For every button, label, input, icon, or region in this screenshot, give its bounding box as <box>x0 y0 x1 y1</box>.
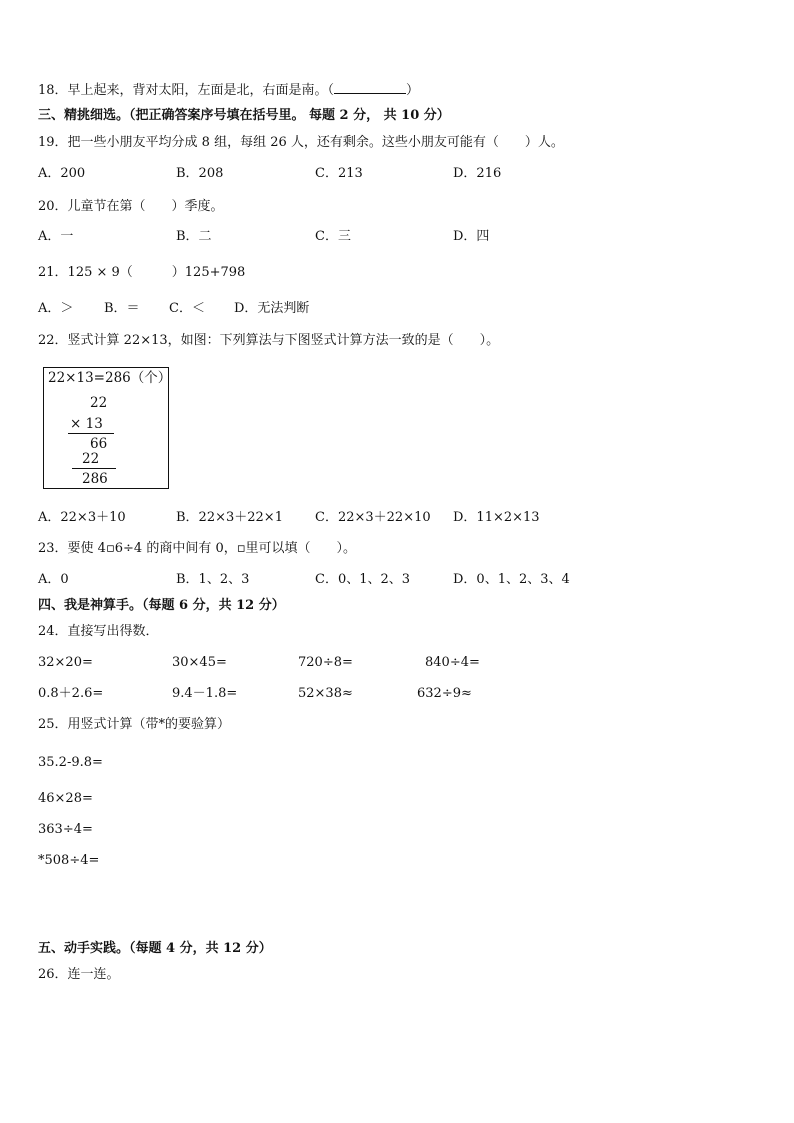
calc-item: 35.2-9.8= <box>38 755 103 770</box>
figure-result: 286 <box>82 471 108 487</box>
vertical-calculation-figure <box>43 367 172 489</box>
figure-partial-1: 66 <box>90 436 108 452</box>
option-c[interactable]: C．22×3＋22×10 <box>315 510 431 525</box>
option-c[interactable]: C．＜ <box>169 301 205 316</box>
option-a[interactable]: A．200 <box>38 166 86 181</box>
option-a[interactable]: A．0 <box>38 572 69 587</box>
option-d[interactable]: D．无法判断 <box>234 301 310 316</box>
option-d[interactable]: D．11×2×13 <box>453 510 540 525</box>
figure-partial-2: 22 <box>82 451 100 467</box>
option-b[interactable]: B．22×3＋22×1 <box>176 510 283 525</box>
answer-blank[interactable] <box>334 81 406 94</box>
figure-multiplier: × 13 <box>70 416 103 432</box>
calc-item: 632÷9≈ <box>417 686 472 701</box>
option-a[interactable]: A．一 <box>38 229 74 244</box>
section-3-heading: 三、精挑细选。（把正确答案序号填在括号里。 每题 2 分， 共 10 分） <box>38 108 450 123</box>
question-22-text: 22．竖式计算 22×13，如图：下列算法与下图竖式计算方法一致的是（ ）。 <box>38 333 500 348</box>
question-18-close: ） <box>406 83 420 98</box>
question-26-text: 26．连一连。 <box>38 967 120 982</box>
question-25-text: 25．用竖式计算（带*的要验算） <box>38 717 231 732</box>
figure-header: 22×13=286（个） <box>48 370 172 386</box>
option-b[interactable]: B．＝ <box>104 301 140 316</box>
question-18-text: 18．早上起来，背对太阳，左面是北，右面是南。（ <box>38 83 335 98</box>
option-d[interactable]: D．四 <box>453 229 490 244</box>
option-c[interactable]: C．0、1、2、3 <box>315 572 411 587</box>
figure-rule <box>72 468 116 469</box>
option-d[interactable]: D．216 <box>453 166 502 181</box>
option-b[interactable]: B．1、2、3 <box>176 572 250 587</box>
calc-item: 30×45= <box>172 655 227 670</box>
question-21-text: 21．125 × 9（ ）125+798 <box>38 265 246 280</box>
calc-item: 52×38≈ <box>298 686 353 701</box>
section-5-heading: 五、动手实践。（每题 4 分，共 12 分） <box>38 941 272 956</box>
option-a[interactable]: A．22×3＋10 <box>38 510 126 525</box>
question-19-text: 19．把一些小朋友平均分成 8 组，每组 26 人，还有剩余。这些小朋友可能有（ ）人。 <box>38 135 564 150</box>
question-20-text: 20．儿童节在第（ ）季度。 <box>38 199 224 214</box>
calc-item: 46×28= <box>38 791 93 806</box>
question-18 <box>38 81 419 100</box>
figure-multiplicand: 22 <box>90 395 108 411</box>
section-4-heading: 四、我是神算手。（每题 6 分，共 12 分） <box>38 598 285 613</box>
calc-item: 0.8＋2.6= <box>38 686 104 701</box>
calc-item: 9.4－1.8= <box>172 686 238 701</box>
calc-item: *508÷4= <box>38 853 100 868</box>
option-d[interactable]: D．0、1、2、3、4 <box>453 572 570 587</box>
calc-item: 32×20= <box>38 655 93 670</box>
calc-item: 840÷4= <box>425 655 480 670</box>
option-c[interactable]: C．三 <box>315 229 351 244</box>
calc-item: 363÷4= <box>38 822 93 837</box>
option-c[interactable]: C．213 <box>315 166 363 181</box>
option-a[interactable]: A．＞ <box>38 301 74 316</box>
figure-rule <box>68 433 114 434</box>
option-b[interactable]: B．208 <box>176 166 224 181</box>
calc-item: 720÷8= <box>298 655 353 670</box>
question-24-text: 24．直接写出得数． <box>38 624 159 639</box>
question-23-text: 23．要使 4▫6÷4 的商中间有 0，▫里可以填（ ）。 <box>38 541 357 556</box>
option-b[interactable]: B．二 <box>176 229 212 244</box>
